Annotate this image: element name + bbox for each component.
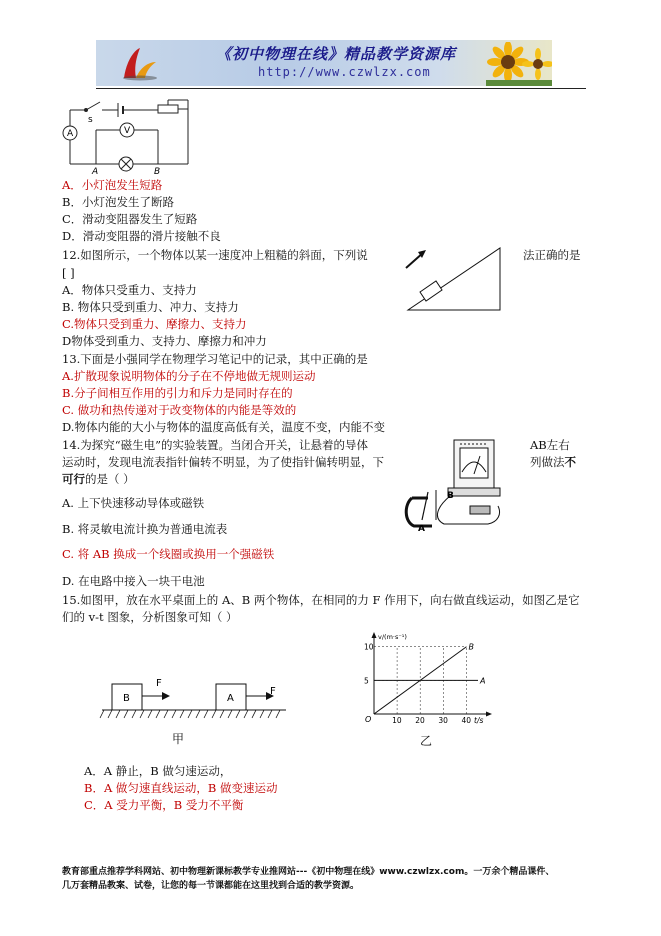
vt-series-group (374, 643, 485, 714)
vt-chart (360, 630, 500, 725)
vt-y-axis-label: v/(m·s⁻¹) (378, 633, 407, 641)
voltmeter-label: V (124, 126, 131, 136)
q14-stem-line3 (62, 472, 135, 486)
footer-line1: 教育部重点推荐学科网站、初中物理新课标教学专业推网站---《初中物理在线》www.czwlzx.com。一万余个精品课件、 (62, 867, 555, 877)
banner-title: 《初中物理在线》精品教学资源库 (216, 45, 457, 63)
vt-series-label-a: A (480, 676, 486, 686)
galvanometer-apparatus (398, 434, 530, 538)
vt-y-tick-label: 10 (364, 642, 374, 652)
q14-stem-line3-a: 可行 (62, 472, 85, 486)
q13-option-b: B.分子间相互作用的引力和斥力是同时存在的 (62, 386, 293, 400)
q12-stem-end: 法正确的是 (523, 248, 581, 262)
x-axis-arrow-icon (486, 712, 492, 717)
q11-option-a: A．小灯泡发生短路 (62, 178, 163, 192)
q11-option-d: D．滑动变阻器的滑片接触不良 (62, 229, 221, 243)
banner-url: http://www.czwlzx.com (258, 65, 431, 79)
q12-bracket: [ ] (62, 266, 75, 280)
q13-option-a: A.扩散现象说明物体的分子在不停地做无规则运动 (62, 369, 316, 383)
q14-stem-line2-end (530, 455, 576, 469)
q14-option-d: D. 在电路中接入一块干电池 (62, 574, 205, 588)
block-b-label: B (123, 693, 130, 704)
figure-yi-caption: 乙 (420, 734, 433, 748)
force-a-label: F (270, 686, 276, 697)
figure-jia (98, 672, 294, 752)
q14-option-c: C. 将 AB 换成一个线圈或换用一个强磁铁 (62, 547, 275, 561)
q15-option-c: C．A 受力平衡，B 受力不平衡 (84, 798, 244, 812)
q14-stem-line1: 14.为探究“磁生电”的实验装置。当闭合开关，让悬着的导体 (62, 438, 369, 452)
force-b-label: F (156, 678, 162, 689)
point-b-label: B (154, 167, 161, 176)
q11-option-c: C．滑动变阻器发生了短路 (62, 212, 198, 226)
y-axis-arrow-icon (372, 632, 377, 638)
q13-option-d: D.物体内能的大小与物体的温度高低有关，温度不变，内能不变 (62, 420, 385, 434)
q12-option-d: D物体受到重力、支持力、摩擦力和冲力 (62, 334, 267, 348)
point-a-label: A (92, 167, 99, 176)
vt-origin-label: O (365, 715, 372, 724)
header-rule (96, 88, 586, 89)
q14-stem-line2-end-a: 列做法 (530, 455, 565, 469)
force-arrow-b-icon (162, 692, 170, 700)
vt-x-tick-label: 20 (415, 716, 425, 725)
conductor-a-label: A (418, 524, 425, 534)
q12-stem: 12.如图所示，一个物体以某一速度冲上粗糙的斜面，下列说 (62, 248, 368, 262)
q14-stem-line2: 运动时，发现电流表指针偏转不明显，为了使指针偏转明显，下 (62, 455, 384, 469)
q14-option-b: B. 将灵敏电流计换为普通电流表 (62, 522, 228, 536)
q12-option-b: B. 物体只受到重力、冲力、支持力 (62, 300, 239, 314)
q14-stem-line3-b: 的是（ ） (85, 472, 135, 486)
q12-option-c: C.物体只受到重力、摩擦力、支持力 (62, 317, 247, 331)
q15-stem-line1: 15.如图甲，放在水平桌面上的 A、B 两个物体，在相同的力 F 作用下，向右做直线运动，如图乙是它 (62, 593, 580, 607)
vt-x-axis-label: t/s (474, 716, 484, 725)
footer-line2: 几万套精品教案、试卷，让您的每一节课都能在这里找到合适的教学资源。 (62, 881, 360, 891)
q15-option-a: A．A 静止，B 做匀速运动， (84, 764, 232, 778)
vt-y-tick-label: 5 (364, 676, 369, 686)
block-a-label: A (227, 693, 234, 704)
q11-option-b: B．小灯泡发生了断路 (62, 195, 174, 209)
vt-x-tick-label: 40 (461, 716, 471, 725)
switch-label: s (88, 115, 93, 125)
ammeter-label: A (67, 129, 74, 139)
q15-option-b: B．A 做匀速直线运动，B 做变速运动 (84, 781, 278, 795)
incline-diagram (400, 240, 510, 316)
q15-stem-line2: 们的 v-t 图象，分析图象可知（ ） (62, 610, 238, 624)
q14-stem-line1-end: AB左右 (530, 438, 570, 452)
vt-x-tick-label: 10 (392, 716, 402, 725)
sunflower-icon (486, 42, 552, 86)
conductor-b-label: B (447, 491, 454, 501)
vt-x-tick-label: 30 (438, 716, 448, 725)
vt-series-label-b: B (468, 642, 474, 652)
q14-option-a: A. 上下快速移动导体或磁铁 (62, 496, 205, 510)
header-banner (96, 40, 552, 86)
q14-stem-line2-end-b: 不 (564, 455, 576, 469)
figure-jia-caption: 甲 (172, 732, 185, 746)
q13-option-c: C. 做功和热传递对于改变物体的内能是等效的 (62, 403, 297, 417)
circuit-diagram (58, 90, 198, 176)
q12-option-a: A．物体只受重力、支持力 (62, 283, 197, 297)
site-logo-icon (118, 44, 158, 82)
q13-stem: 13.下面是小强同学在物理学习笔记中的记录，其中正确的是 (62, 352, 368, 366)
